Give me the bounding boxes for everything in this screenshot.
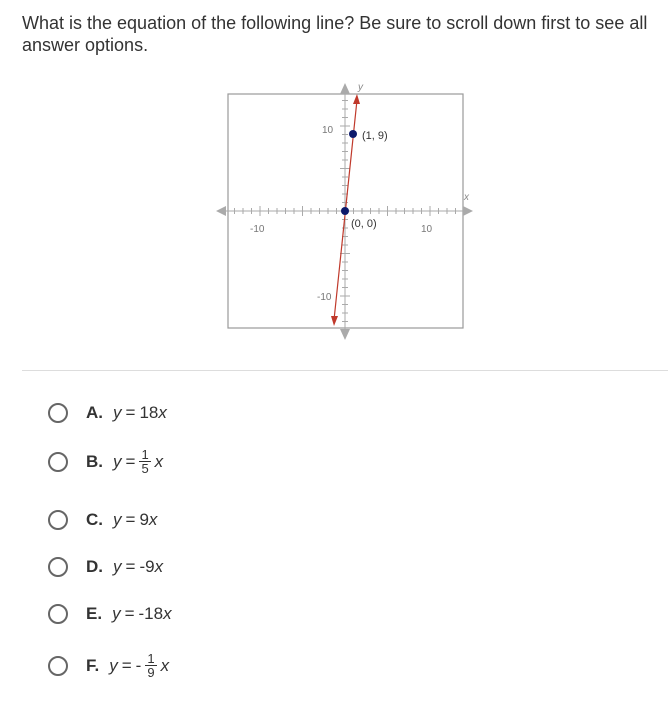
option-letter: E.	[86, 604, 103, 623]
option-equation	[109, 652, 169, 679]
lhs-var: y	[112, 604, 121, 623]
option-letter: B.	[86, 451, 103, 471]
lhs-var: y	[113, 510, 122, 529]
option-letter: D.	[86, 557, 103, 576]
lhs-var: y	[109, 655, 118, 675]
negative-sign: -	[135, 655, 142, 675]
option-equation	[112, 604, 172, 624]
radio-button[interactable]	[48, 656, 68, 676]
coefficient: 9	[139, 510, 149, 529]
option-f[interactable]	[48, 652, 169, 679]
radio-button[interactable]	[48, 452, 68, 472]
rhs-var: x	[160, 655, 170, 675]
equals-sign: =	[125, 403, 136, 422]
question-text: What is the equation of the following line? Be sure to scroll down first to see all answer options.	[22, 13, 648, 55]
x-tick-label-neg10: -10	[250, 224, 265, 235]
radio-button[interactable]	[48, 557, 68, 577]
graph-svg	[212, 78, 480, 348]
line-bottom-arrow	[331, 316, 338, 326]
option-letter: F.	[86, 655, 100, 675]
fraction-denominator: 9	[147, 665, 155, 680]
lhs-var: y	[113, 403, 122, 422]
option-d[interactable]	[48, 557, 163, 577]
option-b[interactable]	[48, 448, 163, 475]
equals-sign: =	[125, 510, 136, 529]
fraction-numerator: 1	[147, 651, 155, 666]
coefficient: -9	[139, 557, 155, 576]
option-e[interactable]	[48, 604, 172, 624]
rhs-var: x	[154, 557, 164, 576]
option-equation	[113, 403, 167, 423]
y-axis-label: y	[358, 82, 363, 93]
point-0-0	[341, 207, 349, 215]
option-equation	[113, 448, 163, 475]
x-axis-label: x	[464, 192, 469, 203]
equals-sign: =	[121, 655, 132, 675]
option-equation	[113, 557, 163, 577]
lhs-var: y	[113, 451, 122, 471]
y-tick-label-neg10: -10	[317, 292, 332, 303]
equals-sign: =	[124, 604, 135, 623]
rhs-var: x	[154, 451, 164, 471]
fraction-denominator: 5	[141, 461, 149, 476]
equals-sign: =	[125, 557, 136, 576]
option-letter: C.	[86, 510, 103, 529]
y-tick-label-10: 10	[322, 125, 334, 136]
radio-button[interactable]	[48, 604, 68, 624]
x-tick-label-10: 10	[421, 224, 433, 235]
equals-sign: =	[125, 451, 136, 471]
option-letter: A.	[86, 403, 103, 422]
fraction-numerator: 1	[141, 447, 149, 462]
section-divider	[22, 370, 668, 371]
option-equation	[113, 510, 157, 530]
coefficient: 18	[139, 403, 159, 422]
lhs-var: y	[113, 557, 122, 576]
radio-button[interactable]	[48, 510, 68, 530]
rhs-var: x	[163, 604, 172, 623]
y-axis-top-arrow	[340, 83, 350, 94]
radio-button[interactable]	[48, 403, 68, 423]
x-axis-left-arrow	[216, 206, 226, 216]
coordinate-graph	[212, 78, 480, 348]
fraction	[145, 652, 156, 679]
point-1-9	[349, 130, 357, 138]
fraction	[139, 448, 150, 475]
point-label-0-0: (0, 0)	[351, 218, 377, 230]
x-axis-right-arrow	[463, 206, 473, 216]
line-top-arrow	[353, 94, 360, 104]
rhs-var: x	[148, 510, 158, 529]
rhs-var: x	[158, 403, 167, 422]
option-a[interactable]	[48, 403, 167, 423]
y-axis-bottom-arrow	[340, 329, 350, 340]
coefficient: -18	[138, 604, 164, 623]
option-c[interactable]	[48, 510, 157, 530]
point-label-1-9: (1, 9)	[362, 130, 388, 142]
